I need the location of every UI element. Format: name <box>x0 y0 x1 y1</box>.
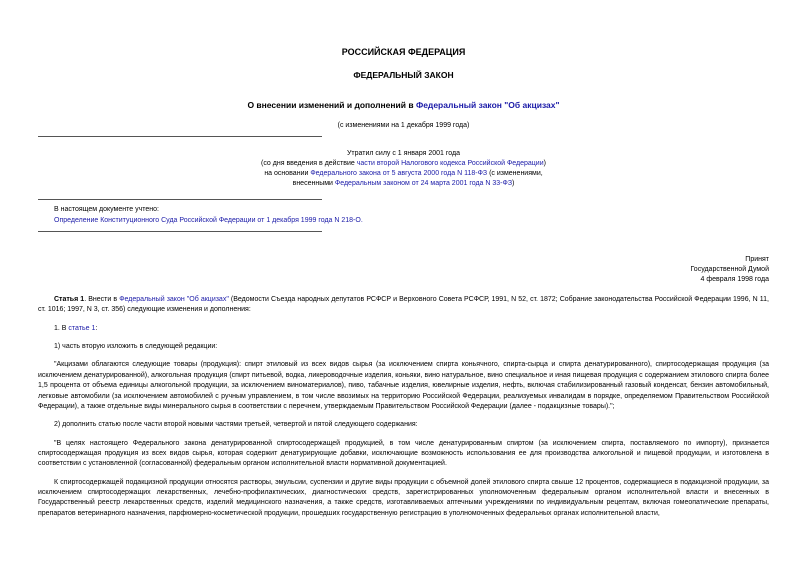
lost-force-text: на основании <box>264 170 311 178</box>
divider <box>38 199 322 200</box>
considered-label: В настоящем документе учтено: <box>54 206 159 213</box>
lost-force-line3 <box>0 169 807 179</box>
law-title-link[interactable]: Федеральный закон "Об акцизах" <box>415 100 560 110</box>
paragraph-5: "В целях настоящего Федерального закона денатурированной спиртосодержащей продукцией, в том числе денатурированным спиртом (за исключением спирта, поставляемого по импорту), признается спиртосодержащая продукция из всех видов сырья, которая содержит денатурирующие добавки, исключающие возможность использования ее для производства алкогольной и пищевой продукции, и изготовлена в соответствии с установленной (согласованной) федеральным органом исполнительной власти нормативной документацией. <box>38 439 769 468</box>
law-title <box>0 99 807 111</box>
law-118-link[interactable]: Федерального закона от 5 августа 2000 года N 118-ФЗ <box>310 170 488 178</box>
document-body <box>38 295 769 527</box>
lost-force-line4 <box>0 179 807 189</box>
article-label: Статья 1 <box>54 296 85 303</box>
considered-note <box>54 205 363 226</box>
lost-force-text: внесенными <box>292 180 335 188</box>
paragraph-2: 1) часть вторую изложить в следующей редакции: <box>54 343 218 351</box>
accepted-line: Государственной Думой <box>690 266 769 274</box>
country-heading: РОССИЙСКАЯ ФЕДЕРАЦИЯ <box>341 47 466 57</box>
tax-code-link[interactable]: части второй Налогового кодекса Российской Федерации <box>356 160 544 168</box>
law-33-link[interactable]: Федеральным законом от 24 марта 2001 года N 33-ФЗ <box>334 180 513 188</box>
court-ruling-link[interactable]: Определение Конституционного Суда Российской Федерации от 1 декабря 1999 года N 218-О. <box>54 216 363 224</box>
accepted-line: Принят <box>745 256 769 263</box>
article-text: . Внести в <box>84 296 120 303</box>
article-intro <box>38 295 769 316</box>
lost-force-block <box>0 149 807 190</box>
article-text: (Ведомости Съезда народных депутатов РСФСР и Верховного Совета РСФСР, 1991, N 52, ст. 1872; Собрание законодательства Российской Федерации 1996, N 11, ст. 1016; 1997, N 3, ст. 356) следующие изменения и дополнения: <box>38 296 770 314</box>
lost-force-line1: Утратил силу с 1 января 2001 года <box>346 150 461 157</box>
paragraph-text: 1. В <box>54 324 69 332</box>
lost-force-text: ) <box>543 160 546 168</box>
accepted-date: 4 февраля 1998 года <box>700 276 769 284</box>
lost-force-text: ) <box>512 180 515 188</box>
paragraph-4: 2) дополнить статью после части второй новыми частями третьей, четвертой и пятой следующего содержания: <box>54 421 418 429</box>
paragraph-1 <box>38 324 769 334</box>
lost-force-text: (со дня введения в действие <box>261 160 357 168</box>
divider <box>38 136 322 137</box>
paragraph-3: "Акцизами облагаются следующие товары (продукция): спирт этиловый из всех видов сырья (за исключением спирта коньячного, спирта-сырца и спирта денатурированного), спиртосодержащая продукция (за исключением денатурированной), алкогольная продукция (спирт питьевой, водка, ликероводочные изделия, коньяки, вино натуральное, вино специальное и иная пищевая продукция с содержанием этилового спирта более 1,5 процента от объема единицы алкогольной продукции, за исключением виноматериалов), пиво, табачные изделия, ювелирные изделия, нефть, включая стабилизированный газовый конденсат, бензин автомобильный, легковые автомобили (за исключением автомобилей с ручным управлением, в том числе ввозимых на территорию Российской Федерации, реализуемых инвалидам в порядке, определяемом Правительством Российской Федерации), а также отдельные виды минерального сырья в соответствии с перечнем, утверждаемым Правительством Российской Федерации (далее - подакцизные товары)."; <box>38 361 769 410</box>
lost-force-line2 <box>0 159 807 169</box>
doc-type-heading: ФЕДЕРАЛЬНЫЙ ЗАКОН <box>353 70 454 80</box>
law-title-prefix: О внесении изменений и дополнений в <box>247 100 416 110</box>
edition-note: (с изменениями на 1 декабря 1999 года) <box>337 122 470 129</box>
divider <box>38 231 322 232</box>
paragraph-text: : <box>95 324 98 332</box>
accepted-block <box>690 255 769 285</box>
lost-force-text: (с изменениями, <box>487 170 543 178</box>
paragraph-6: К спиртосодержащей подакцизной продукции относятся растворы, эмульсии, суспензии и другие виды продукции с объемной долей этилового спирта свыше 12 процентов, содержащиеся в подакцизной продукции, за исключением спиртосодержащих лекарственных, лечебно-профилактических, диагностических средств, зарегистрированных уполномоченным федеральным органом исполнительной власти и внесенных в Государственный реестр лекарственных средств, изделий медицинского назначения, а также средств, изготавливаемых аптечными учреждениями по индивидуальным рецептам, включая гомеопатические препараты, препаратов ветеринарного назначения, парфюмерно-косметической продукции, прошедших государственную регистрацию в уполномоченных федеральных органах исполнительной власти, <box>38 478 769 517</box>
excise-law-link[interactable]: Федеральный закон "Об акцизах" <box>119 296 229 303</box>
article-1-link[interactable]: статье 1 <box>68 324 96 332</box>
